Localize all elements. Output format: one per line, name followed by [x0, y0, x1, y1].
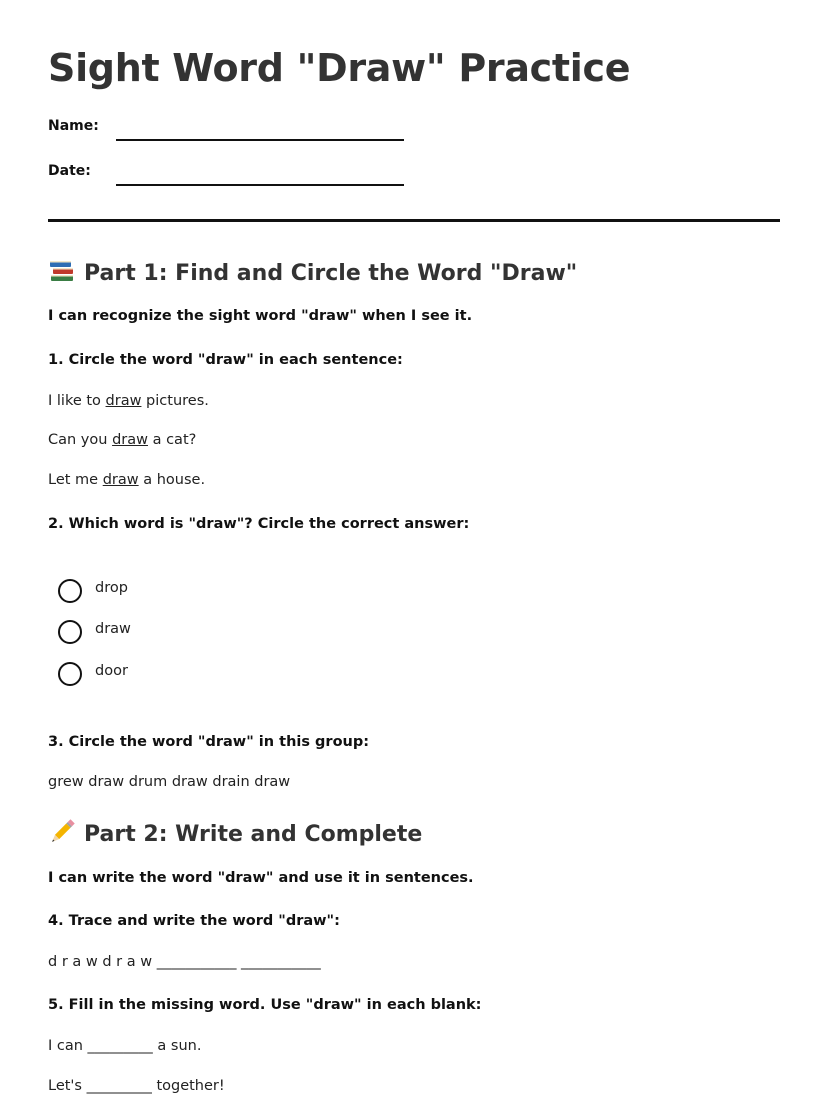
- part2-objective: I can write the word "draw" and use it in sentences.: [48, 870, 474, 886]
- part1-objective: I can recognize the sight word "draw" when I see it.: [48, 308, 473, 324]
- q5-blank-sentence[interactable]: Let's _________ together!: [48, 1078, 225, 1094]
- pencil-icon: [48, 819, 76, 845]
- option-label: drop: [95, 580, 128, 596]
- q5-prompt: 5. Fill in the missing word. Use "draw" in each blank:: [48, 997, 482, 1013]
- q4-trace-line[interactable]: d r a w d r a w ___________ ___________: [48, 954, 321, 970]
- target-word: draw: [112, 432, 148, 448]
- name-input-line[interactable]: [116, 139, 404, 141]
- page-title: Sight Word "Draw" Practice: [48, 46, 631, 90]
- date-field: [48, 163, 408, 187]
- part1-heading-text: Part 1: Find and Circle the Word "Draw": [84, 261, 578, 286]
- target-word: draw: [105, 393, 142, 409]
- q2-prompt: 2. Which word is "draw"? Circle the correct answer:: [48, 516, 470, 532]
- q1-sentence: I like to draw pictures.: [48, 393, 209, 409]
- name-label: Name:: [48, 118, 99, 134]
- books-icon: [48, 258, 76, 284]
- q3-prompt: 3. Circle the word "draw" in this group:: [48, 734, 370, 750]
- radio-circle[interactable]: [58, 579, 82, 603]
- header-divider: [48, 219, 780, 222]
- q5-blank-sentence[interactable]: I can _________ a sun.: [48, 1038, 202, 1054]
- date-input-line[interactable]: [116, 184, 404, 186]
- part1-heading: [48, 258, 577, 286]
- q2-option-draw[interactable]: [58, 620, 258, 646]
- q2-option-drop[interactable]: [58, 579, 258, 605]
- radio-circle[interactable]: [58, 662, 82, 686]
- name-field: [48, 118, 408, 142]
- radio-circle[interactable]: [58, 620, 82, 644]
- date-label: Date:: [48, 163, 91, 179]
- q1-sentence: Let me draw a house.: [48, 472, 206, 488]
- target-word: draw: [102, 472, 139, 488]
- q1-sentence: Can you draw a cat?: [48, 432, 197, 448]
- option-label: door: [95, 663, 128, 679]
- q4-prompt: 4. Trace and write the word "draw":: [48, 913, 340, 929]
- q1-prompt: 1. Circle the word "draw" in each sentence:: [48, 352, 403, 368]
- option-label: draw: [95, 621, 131, 637]
- part2-heading: [48, 819, 422, 847]
- q3-word-group: grew draw drum draw drain draw: [48, 774, 291, 790]
- part2-heading-text: Part 2: Write and Complete: [84, 822, 423, 847]
- q2-option-door[interactable]: [58, 662, 258, 688]
